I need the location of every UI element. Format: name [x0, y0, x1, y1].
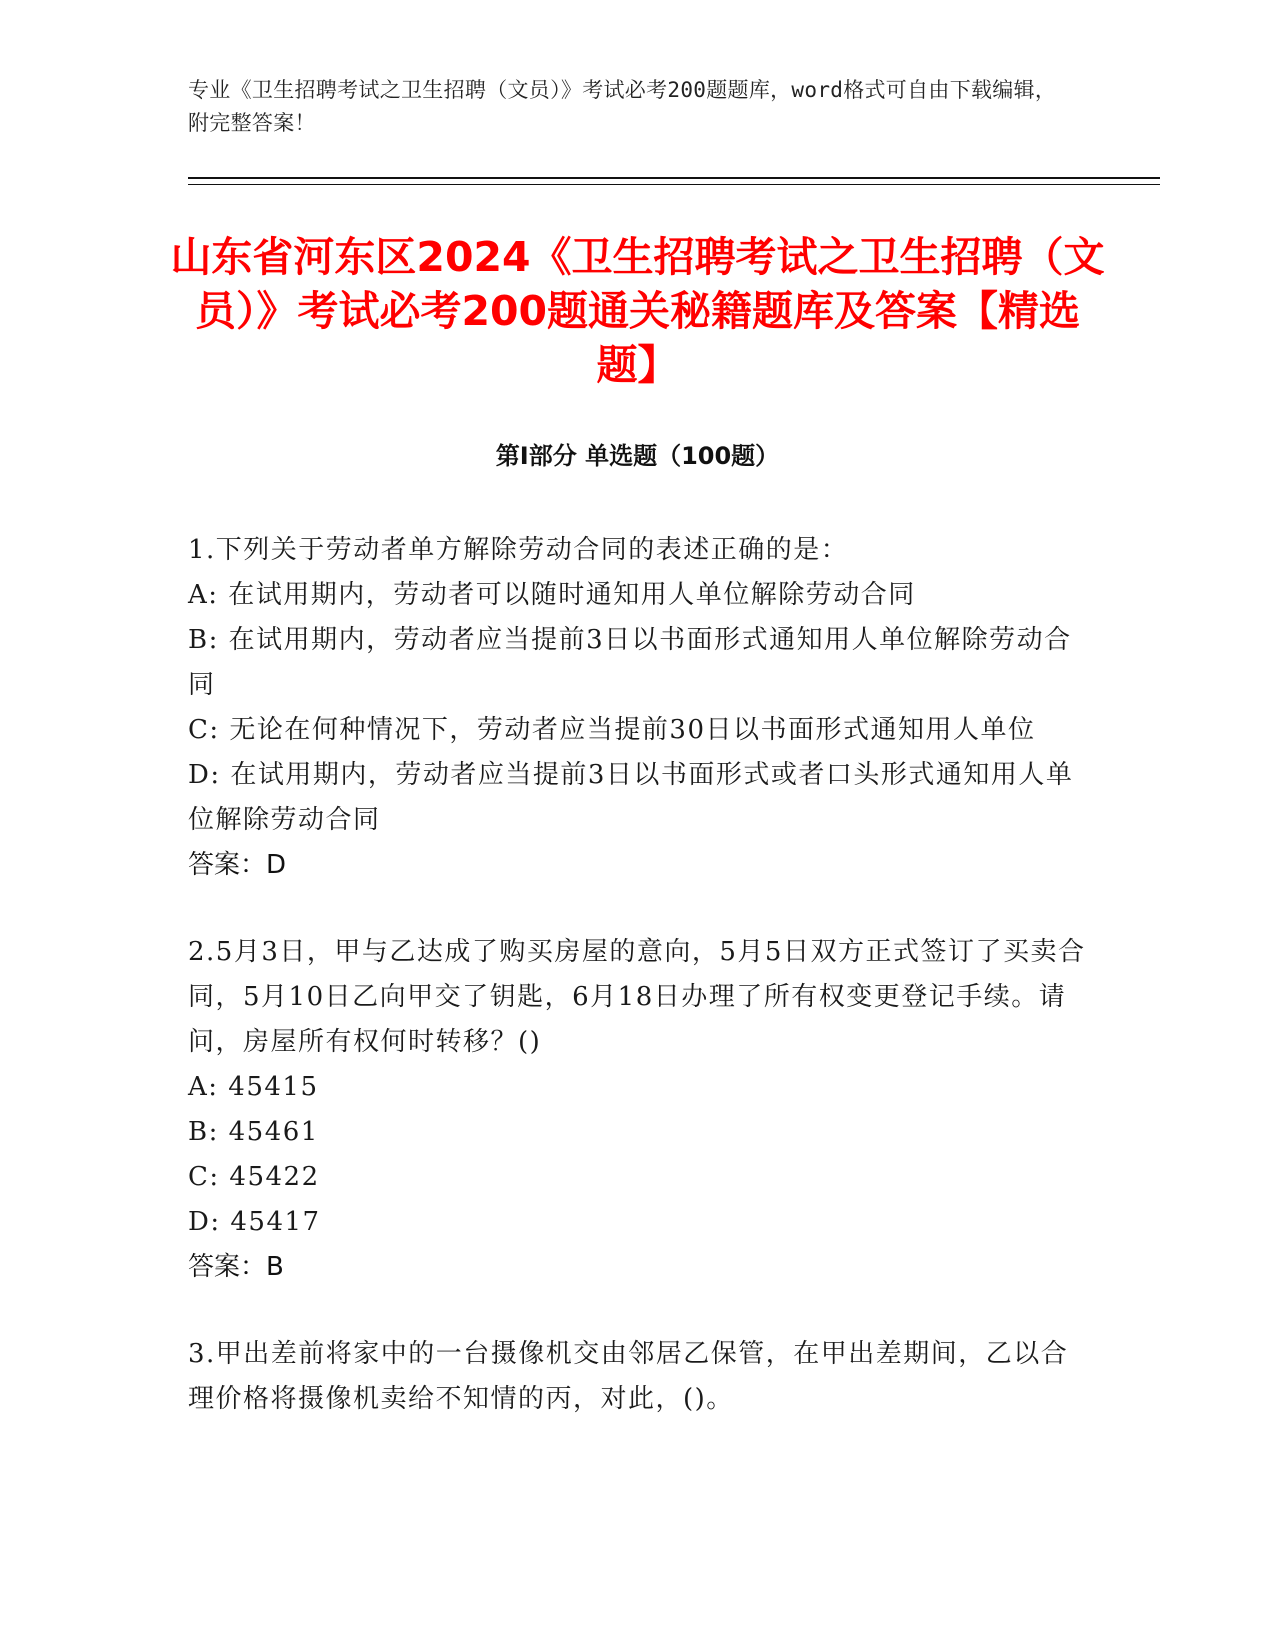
- question-list: [188, 528, 1088, 1464]
- question-1: [188, 528, 1088, 888]
- option-c: C: 无论在何种情况下，劳动者应当提前30日以书面形式通知用人单位: [188, 715, 1036, 745]
- option-a: A: 45415: [188, 1072, 319, 1102]
- option-c: C: 45422: [188, 1162, 320, 1192]
- document-title: 山东省河东区2024《卫生招聘考试之卫生招聘（文员）》考试必考200题通关秘籍题库及答案【精选题】: [170, 233, 1105, 389]
- section-heading: 第Ⅰ部分 单选题（100题）: [495, 442, 780, 470]
- option-d: D: 在试用期内，劳动者应当提前3日以书面形式或者口头形式通知用人单位解除劳动合同: [188, 760, 1074, 835]
- option-a: A: 在试用期内，劳动者可以随时通知用人单位解除劳动合同: [188, 580, 916, 610]
- question-stem: 1.下列关于劳动者单方解除劳动合同的表述正确的是：: [188, 535, 849, 565]
- option-d: D: 45417: [188, 1207, 321, 1237]
- option-b: B: 45461: [188, 1117, 319, 1147]
- header-divider: [188, 177, 1160, 179]
- question-stem: 3.甲出差前将家中的一台摄像机交由邻居乙保管，在甲出差期间，乙以合理价格将摄像机卖给不知情的丙，对此，()。: [188, 1339, 1069, 1414]
- header-divider-thin: [188, 184, 1160, 185]
- option-b: B: 在试用期内，劳动者应当提前3日以书面形式通知用人单位解除劳动合同: [188, 625, 1072, 700]
- answer-label: 答案：B: [188, 1252, 284, 1282]
- question-stem: 2.5月3日，甲与乙达成了购买房屋的意向，5月5日双方正式签订了买卖合同，5月10日乙向甲交了钥匙，6月18日办理了所有权变更登记手续。请问，房屋所有权何时转移？(): [188, 937, 1086, 1057]
- question-2: [188, 930, 1088, 1290]
- header-note: 专业《卫生招聘考试之卫生招聘（文员）》考试必考200题题库，word格式可自由下载编辑，附完整答案！: [188, 78, 1057, 135]
- answer-label: 答案：D: [188, 850, 287, 880]
- question-3: [188, 1332, 1088, 1422]
